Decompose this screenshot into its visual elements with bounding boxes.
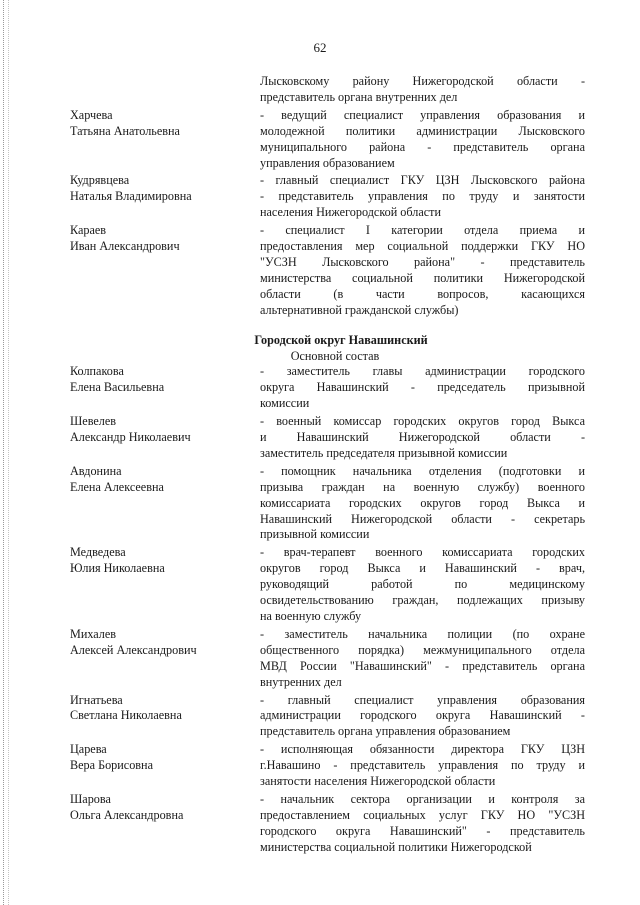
member-surname: Кудрявцева bbox=[70, 173, 130, 188]
description-line: комиссии bbox=[260, 396, 310, 411]
description-column bbox=[260, 108, 585, 172]
member-surname: Караев bbox=[70, 223, 107, 238]
member-entry bbox=[70, 742, 590, 790]
description-line: - главный специалист управления образования bbox=[260, 692, 585, 707]
description-column bbox=[260, 545, 585, 625]
member-given-name: Вера Борисовна bbox=[70, 758, 153, 773]
description-column bbox=[260, 464, 585, 544]
description-column bbox=[260, 792, 585, 856]
member-given-name: Татьяна Анатольевна bbox=[70, 123, 180, 138]
name-column bbox=[70, 627, 260, 691]
member-entry bbox=[70, 792, 590, 856]
description-line: общественного порядка) межмуниципального отдела bbox=[260, 642, 585, 657]
description-line: г.Навашино - представитель управления по труду и bbox=[260, 758, 585, 773]
description-column bbox=[260, 742, 585, 790]
description-line: комиссариата городских округов город Выкса и bbox=[260, 495, 585, 510]
member-given-name: Алексей Александрович bbox=[70, 642, 197, 657]
description-line: руководящий работой по медицинскому bbox=[260, 577, 585, 592]
description-line: занятости населения Нижегородской области bbox=[260, 774, 496, 789]
description-line: заместитель председателя призывной комиссии bbox=[260, 445, 508, 460]
subsection-title: Основной состав bbox=[290, 348, 380, 363]
member-surname: Шевелев bbox=[70, 414, 117, 429]
member-given-name: Александр Николаевич bbox=[70, 430, 191, 445]
section-title: Городской округ Навашинский bbox=[254, 332, 428, 347]
member-surname: Харчева bbox=[70, 107, 113, 122]
member-entry bbox=[70, 464, 590, 544]
member-surname: Игнатьева bbox=[70, 692, 123, 707]
description-line: области (в части вопросов, касающихся bbox=[260, 286, 585, 301]
description-line: внутренних дел bbox=[260, 674, 342, 689]
description-line: - специалист I категории отдела приема и bbox=[260, 223, 585, 238]
description-line: молодежной политики администрации Лысковского bbox=[260, 123, 585, 138]
description-column bbox=[260, 173, 585, 221]
member-given-name: Наталья Владимировна bbox=[70, 189, 192, 204]
member-surname: Авдонина bbox=[70, 463, 122, 478]
description-line: - заместитель начальника полиции (по охране bbox=[260, 626, 585, 641]
commission-members-list bbox=[70, 108, 590, 319]
description-line: представитель органа управления образованием bbox=[260, 724, 511, 739]
description-line: - главный специалист ГКУ ЦЗН Лысковского района bbox=[260, 173, 585, 188]
spacer bbox=[70, 319, 590, 333]
lead-continuation bbox=[70, 74, 590, 106]
description-line: - помощник начальника отделения (подготовки и bbox=[260, 463, 585, 478]
document-body bbox=[70, 74, 590, 856]
member-given-name: Юлия Николаевна bbox=[70, 561, 165, 576]
member-surname: Царева bbox=[70, 742, 107, 757]
description-line: министерства социальной политики Нижегородской bbox=[260, 839, 532, 854]
description-line: и Навашинский Нижегородской области - bbox=[260, 430, 585, 445]
description-line: - заместитель главы администрации городского bbox=[260, 364, 585, 379]
name-column bbox=[70, 74, 260, 106]
description-column bbox=[260, 414, 585, 462]
description-line: Навашинский Нижегородской области - секретарь bbox=[260, 511, 585, 526]
description-line: на военную службу bbox=[260, 609, 362, 623]
member-entry bbox=[70, 414, 590, 462]
description-column bbox=[260, 364, 585, 412]
member-entry bbox=[70, 364, 590, 412]
name-column bbox=[70, 792, 260, 856]
page-number: 62 bbox=[313, 40, 327, 55]
description-line: населения Нижегородской области bbox=[260, 205, 442, 220]
description-column bbox=[260, 693, 585, 741]
commission-members-list bbox=[70, 364, 590, 855]
description-line: - врач-терапевт военного комиссариата городских bbox=[260, 545, 585, 560]
description-line: округа Навашинский - председатель призывной bbox=[260, 380, 585, 395]
description-line: МВД России "Навашинский" - представитель органа bbox=[260, 658, 585, 673]
member-surname: Колпакова bbox=[70, 364, 124, 379]
description-line: призыва граждан на военную службу) военного bbox=[260, 479, 585, 494]
name-column bbox=[70, 108, 260, 172]
member-surname: Михалев bbox=[70, 626, 117, 641]
member-entry bbox=[70, 545, 590, 625]
member-entry bbox=[70, 108, 590, 172]
binding-edge bbox=[3, 0, 9, 905]
member-given-name: Иван Александрович bbox=[70, 239, 180, 254]
description-column bbox=[260, 74, 585, 106]
description-line: министерства социальной политики Нижегородской bbox=[260, 270, 585, 285]
description-line: городского округа Навашинский" - представитель bbox=[260, 823, 585, 838]
member-given-name: Елена Васильевна bbox=[70, 380, 165, 395]
name-column bbox=[70, 464, 260, 544]
member-entry bbox=[70, 173, 590, 221]
description-line: - ведущий специалист управления образования и bbox=[260, 107, 585, 122]
description-line: управления образованием bbox=[260, 155, 395, 170]
description-line: - начальник сектора организации и контроля за bbox=[260, 791, 585, 806]
description-line: альтернативной гражданской службы) bbox=[260, 302, 459, 317]
name-column bbox=[70, 545, 260, 625]
name-column bbox=[70, 223, 260, 318]
member-given-name: Ольга Александровна bbox=[70, 807, 184, 822]
description-line: - исполняющая обязанности директора ГКУ ЦЗН bbox=[260, 742, 585, 757]
description-column bbox=[260, 627, 585, 691]
description-line: "УСЗН Лысковского района" - представитель bbox=[260, 254, 585, 269]
description-line: - представитель управления по труду и занятости bbox=[260, 189, 585, 204]
description-line: призывной комиссии bbox=[260, 527, 370, 542]
description-line: администрации городского округа Навашинский - bbox=[260, 708, 585, 723]
name-column bbox=[70, 414, 260, 462]
member-entry bbox=[70, 223, 590, 318]
name-column bbox=[70, 364, 260, 412]
member-entry bbox=[70, 627, 590, 691]
member-surname: Шарова bbox=[70, 791, 111, 806]
description-line: представитель органа внутренних дел bbox=[260, 89, 458, 104]
description-line: - военный комиссар городских округов город Выкса bbox=[260, 414, 585, 429]
member-entry bbox=[70, 693, 590, 741]
description-line: Лысковскому району Нижегородской области - bbox=[260, 74, 585, 88]
name-column bbox=[70, 173, 260, 221]
name-column bbox=[70, 693, 260, 741]
description-line: округов город Выкса и Навашинский - врач, bbox=[260, 561, 585, 576]
name-column bbox=[70, 742, 260, 790]
description-line: освидетельствованию граждан, подлежащих призыву bbox=[260, 593, 585, 608]
member-given-name: Светлана Николаевна bbox=[70, 708, 182, 723]
description-line: предоставления мер социальной поддержки ГКУ НО bbox=[260, 239, 585, 254]
description-column bbox=[260, 223, 585, 318]
member-surname: Медведева bbox=[70, 545, 126, 560]
member-given-name: Елена Алексеевна bbox=[70, 479, 164, 494]
description-line: муниципального района - представитель органа bbox=[260, 139, 585, 154]
description-line: предоставлением социальных услуг ГКУ НО "УСЗН bbox=[260, 807, 585, 822]
